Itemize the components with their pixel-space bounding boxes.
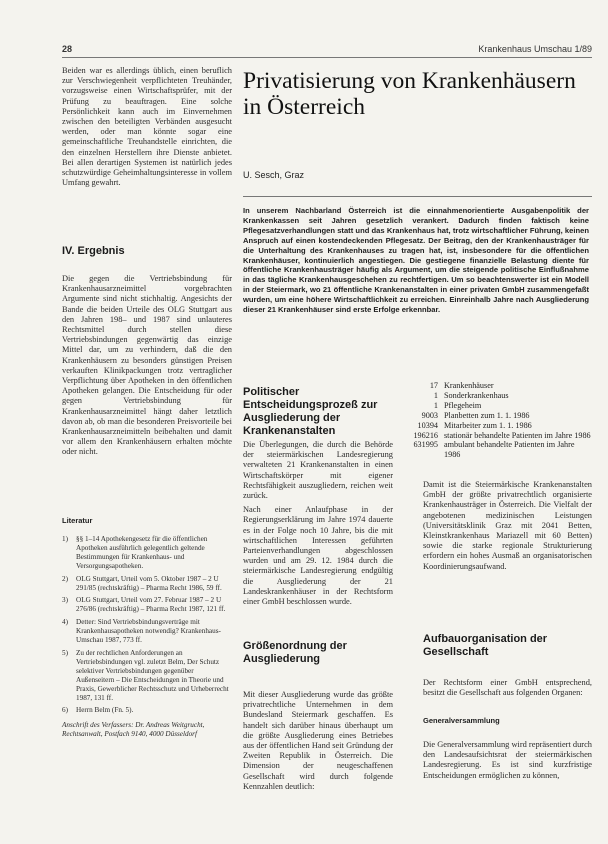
- paragraph: Die Generalversammlung wird repräsentiert durch den Landesaufsichtsrat der steiermärkischen Landesregierung. Es ist sind kurzfristige Entscheidungen ermöglichen zu können,: [423, 740, 592, 780]
- literature-number: 1): [62, 535, 68, 543]
- key-figure-label: stationär behandelte Patienten im Jahre 1986: [444, 430, 591, 440]
- key-figure-value: 10394: [417, 420, 438, 430]
- key-figure-row: [400, 411, 592, 421]
- column-middle-bottom: [243, 690, 393, 796]
- ergebnis-paragraph: Die gegen die Vertriebsbindung für Krankenhausarzneimittel vorgebrachten Argumente sind nicht stichhaltig. Angesichts der Bande die beiden Urteile des OLG Stuttgart aus den Jahren 198– und 1987 sind unlauteres Rechtsmittel durch stellen diese Vertriebsbindungen gegenwärtig das einzige Mittel dar, um zu verhindern, daß die den Krankenhäusern zu besonders günstigen Preisen verkauften Klinikpackungen trotz vertraglicher Verpflichtung über Apotheken in den öffentlichen Apotheken gelangen. Die Entscheidung für oder gegen Vertriebsbindung für Krankenhausarzneimittel hängt daher letztlich davon ab, ob man die besonderen Preisvorteile bei Krankenhausarzneimitteln beibehalten und damit vor allem den Krankenhäusern erhalten möchte oder nicht.: [62, 274, 232, 457]
- literature-text: Detter: Sind Vertriebsbindungsverträge mit Krankenhausapotheken notwendig? Krankenhaus-Umschau 1987, 773 ff.: [76, 618, 221, 645]
- literature-number: 6): [62, 706, 68, 715]
- key-figure-row: [400, 401, 592, 411]
- section-heading-ergebnis: IV. Ergebnis: [62, 245, 125, 257]
- title-rule: [243, 196, 592, 197]
- key-figure-label: Pflegeheim: [444, 400, 482, 410]
- key-figures-list: [400, 381, 592, 460]
- page-number: 28: [62, 44, 73, 54]
- key-figure-row: [400, 391, 592, 401]
- header-rule: [62, 57, 592, 58]
- literature-number: 4): [62, 618, 68, 627]
- article-author: U. Sesch, Graz: [243, 170, 305, 180]
- lead-paragraph: In unserem Nachbarland Österreich ist die einnahmenorientierte Ausgabenpolitik der Krankenkassen seit Jahren gesetzlich verankert. Dadurch finden faktisch keine Pflegesatzverhandlungen statt und das Krankenhaus hat, trotz wirtschaftlicher Führung, keinen Anspruch auf einen kostendeckenden Pflegesatz. Der Beitrag, den der Krankenhausträger für die Unterhaltung des Krankenhauses zu tragen hat, ist, insbesondere für die öffentlichen Krankenhäuser, kontinuierlich angestiegen. Die gestiegene finanzielle Belastung diente für öffentliche Krankenhausträger häufig als Argument, um die steigende politische Einflußnahme in das tägliche Krankenhausgeschehen zu rechtfertigen. Um so beachtenswerter ist ein Modell in der Steiermark, wo 21 öffentliche Krankenanstalten in einer privaten GmbH zusammengefaßt wurden, um eine höhere Wirtschaftlichkeit zu erreichen. Einreinhalb Jahre nach Ausgliederung dieser 21 Krankenhäuser sind erste Erfolge erkennbar.: [243, 206, 589, 315]
- literature-text: OLG Stuttgart, Urteil vom 27. Februar 1987 – 2 U 276/86 (rechtskräftig) – Pharma Recht 1987, 121 ff.: [76, 596, 226, 614]
- paragraph: Damit ist die Steiermärkische Krankenanstalten GmbH der größte privatrechtlich organisierte Krankenhausträger in Österreich. Die Vielfalt der angebotenen medizinischen Leistungen (Universitätsklinik Graz mit 2041 Betten, Kleinstkrankenhaus Mariazell mit 60 Betten) sowie die starke regionale Strukturierung erfordern ein hohes Ausmaß an organisatorischen Koordinierungsaufwand.: [423, 480, 592, 571]
- literature-text: §§ 1–14 Apothekengesetz für die öffentlichen Apotheken ausführlich gelegentlich geltende Bestimmungen für Krankenhaus- und Versorgungsapotheken.: [76, 535, 208, 570]
- literature-text: Herrn Belm (Fn. 5).: [76, 706, 134, 715]
- literature-item: [62, 575, 232, 593]
- section-heading-groessenordnung: Größenordnung der Ausgliederung: [243, 640, 347, 665]
- literature-number: 3): [62, 596, 68, 605]
- key-figure-label: Mitarbeiter zum 1. 1. 1986: [444, 420, 532, 430]
- column-right-end: [423, 740, 592, 785]
- key-figure-value: 196216: [413, 430, 438, 440]
- intro-paragraph: Beiden war es allerdings üblich, einen beruflich zur Verschwiegenheit verpflichteten Treuhänder, vorzugsweise einen Wirtschaftsprüfer, mit der Prüfung zu beauftragen. Eine solche Persönlichkeit kann auch im Einvernehmen zwischen den beteiligten Verbänden ausgesucht werden, oder man könnte sogar eine gemeinschaftliche Treuhandstelle einrichten, die den einzelnen Herstellern ihre Dienste anbietet. Bei allen derartigen Systemen ist natürlich jedes schutzwürdige Geheimhaltungsinteresse in vollem Umfang gewahrt.: [62, 66, 232, 188]
- literature-number: 2): [62, 574, 68, 583]
- literature-text: Zu der rechtlichen Anforderungen an Vertriebsbindungen vgl. zuletzt Belm, Der Schutz selektiver Vertriebsbindungen gegenüber Außenseitern – Die Entscheidungen in Theorie und Praxis, Gewerblicher Rechtsschutz und Urheberrecht 1987, 131 ff.: [76, 648, 229, 702]
- key-figure-row: [400, 421, 592, 431]
- key-figure-value: 1: [433, 390, 438, 400]
- paragraph: Mit dieser Ausgliederung wurde das größte privatrechtliche Unternehmen in dem Bundesland Steiermark geschaffen. Es handelt sich darüber hinaus überhaupt um die größte Ausgliederung eines Betriebes aus der öffentlichen Hand seit Gründung der Zweiten Republik in Österreich. Die Dimension der neugeschaffenen Gesellschaft wird durch folgende Kennzahlen deutlich:: [243, 690, 393, 791]
- literature-text: OLG Stuttgart, Urteil vom 5. Oktober 1987 – 2 U 291/85 (rechtskräftig) – Pharma Recht 1986, 59 ff.: [76, 574, 222, 592]
- literature-item: [62, 596, 232, 614]
- journal-name: Krankenhaus Umschau 1/89: [478, 44, 592, 54]
- key-figure-row: [400, 440, 592, 460]
- literature-item: [62, 535, 232, 571]
- literature-item: [62, 706, 232, 715]
- key-figure-row: [400, 431, 592, 441]
- literature-item: [62, 649, 232, 702]
- literature-item: [62, 618, 232, 645]
- section-heading-aufbauorganisation: Aufbauorganisation der Gesellschaft: [423, 633, 548, 658]
- article-title: Privatisierung von Krankenhäusern in Österreich: [243, 68, 576, 120]
- key-figure-value: 17: [429, 381, 438, 390]
- key-figure-label: Planbetten zum 1. 1. 1986: [444, 410, 530, 420]
- column-left: [62, 66, 232, 192]
- paragraph: Nach einer Anlaufphase in der Regierungserklärung im Jahre 1974 dauerte es in der Folge noch 10 Jahre, bis die mit wirtschaftlichen Interessen geführten Parteienverhandlungen abgeschlossen wurden und am 29. 12. 1984 durch die steiermärkische Landesregierung endgültig die Ausgliederung der 21 Landeskrankenhäuser in der Rechtsform einer GmbH beschlossen wurde.: [243, 505, 393, 607]
- subheading-generalversammlung: Generalversammlung: [423, 716, 500, 725]
- literature-heading: Literatur: [62, 516, 93, 525]
- literature-list: [62, 535, 232, 739]
- column-right-top: [423, 480, 592, 576]
- author-address: Anschrift des Verfassers: Dr. Andreas Weitgrucht, Rechtsanwalt, Postfach 9140, 4000 Düsseldorf: [62, 721, 205, 739]
- literature-number: 5): [62, 648, 68, 657]
- column-right-bottom: [423, 678, 592, 702]
- key-figure-label: Sonderkrankenhaus: [444, 390, 509, 400]
- key-figure-value: 631995: [413, 440, 438, 450]
- key-figure-row: [400, 381, 592, 391]
- key-figure-label: Krankenhäuser: [444, 381, 494, 390]
- paragraph: Die Überlegungen, die durch die Behörde der steiermärkischen Landesregierung verwalteten 21 Krankenanstalten in einen Wirtschaftskörper mit eigener Rechtsfähigkeit auszugliedern, reichen weit zurück.: [243, 440, 393, 501]
- ergebnis-body: [62, 274, 232, 462]
- section-heading-entscheidungsprozess: Politischer Entscheidungsprozeß zur Ausgliederung der Krankenanstalten: [243, 386, 378, 437]
- key-figure-label: ambulant behandelte Patienten im Jahre 1986: [444, 440, 575, 460]
- key-figure-value: 1: [433, 400, 438, 410]
- key-figure-value: 9003: [421, 410, 438, 420]
- paragraph: Der Rechtsform einer GmbH entsprechend, besitzt die Gesellschaft aus folgenden Organen:: [423, 678, 592, 698]
- column-middle-top: [243, 440, 393, 611]
